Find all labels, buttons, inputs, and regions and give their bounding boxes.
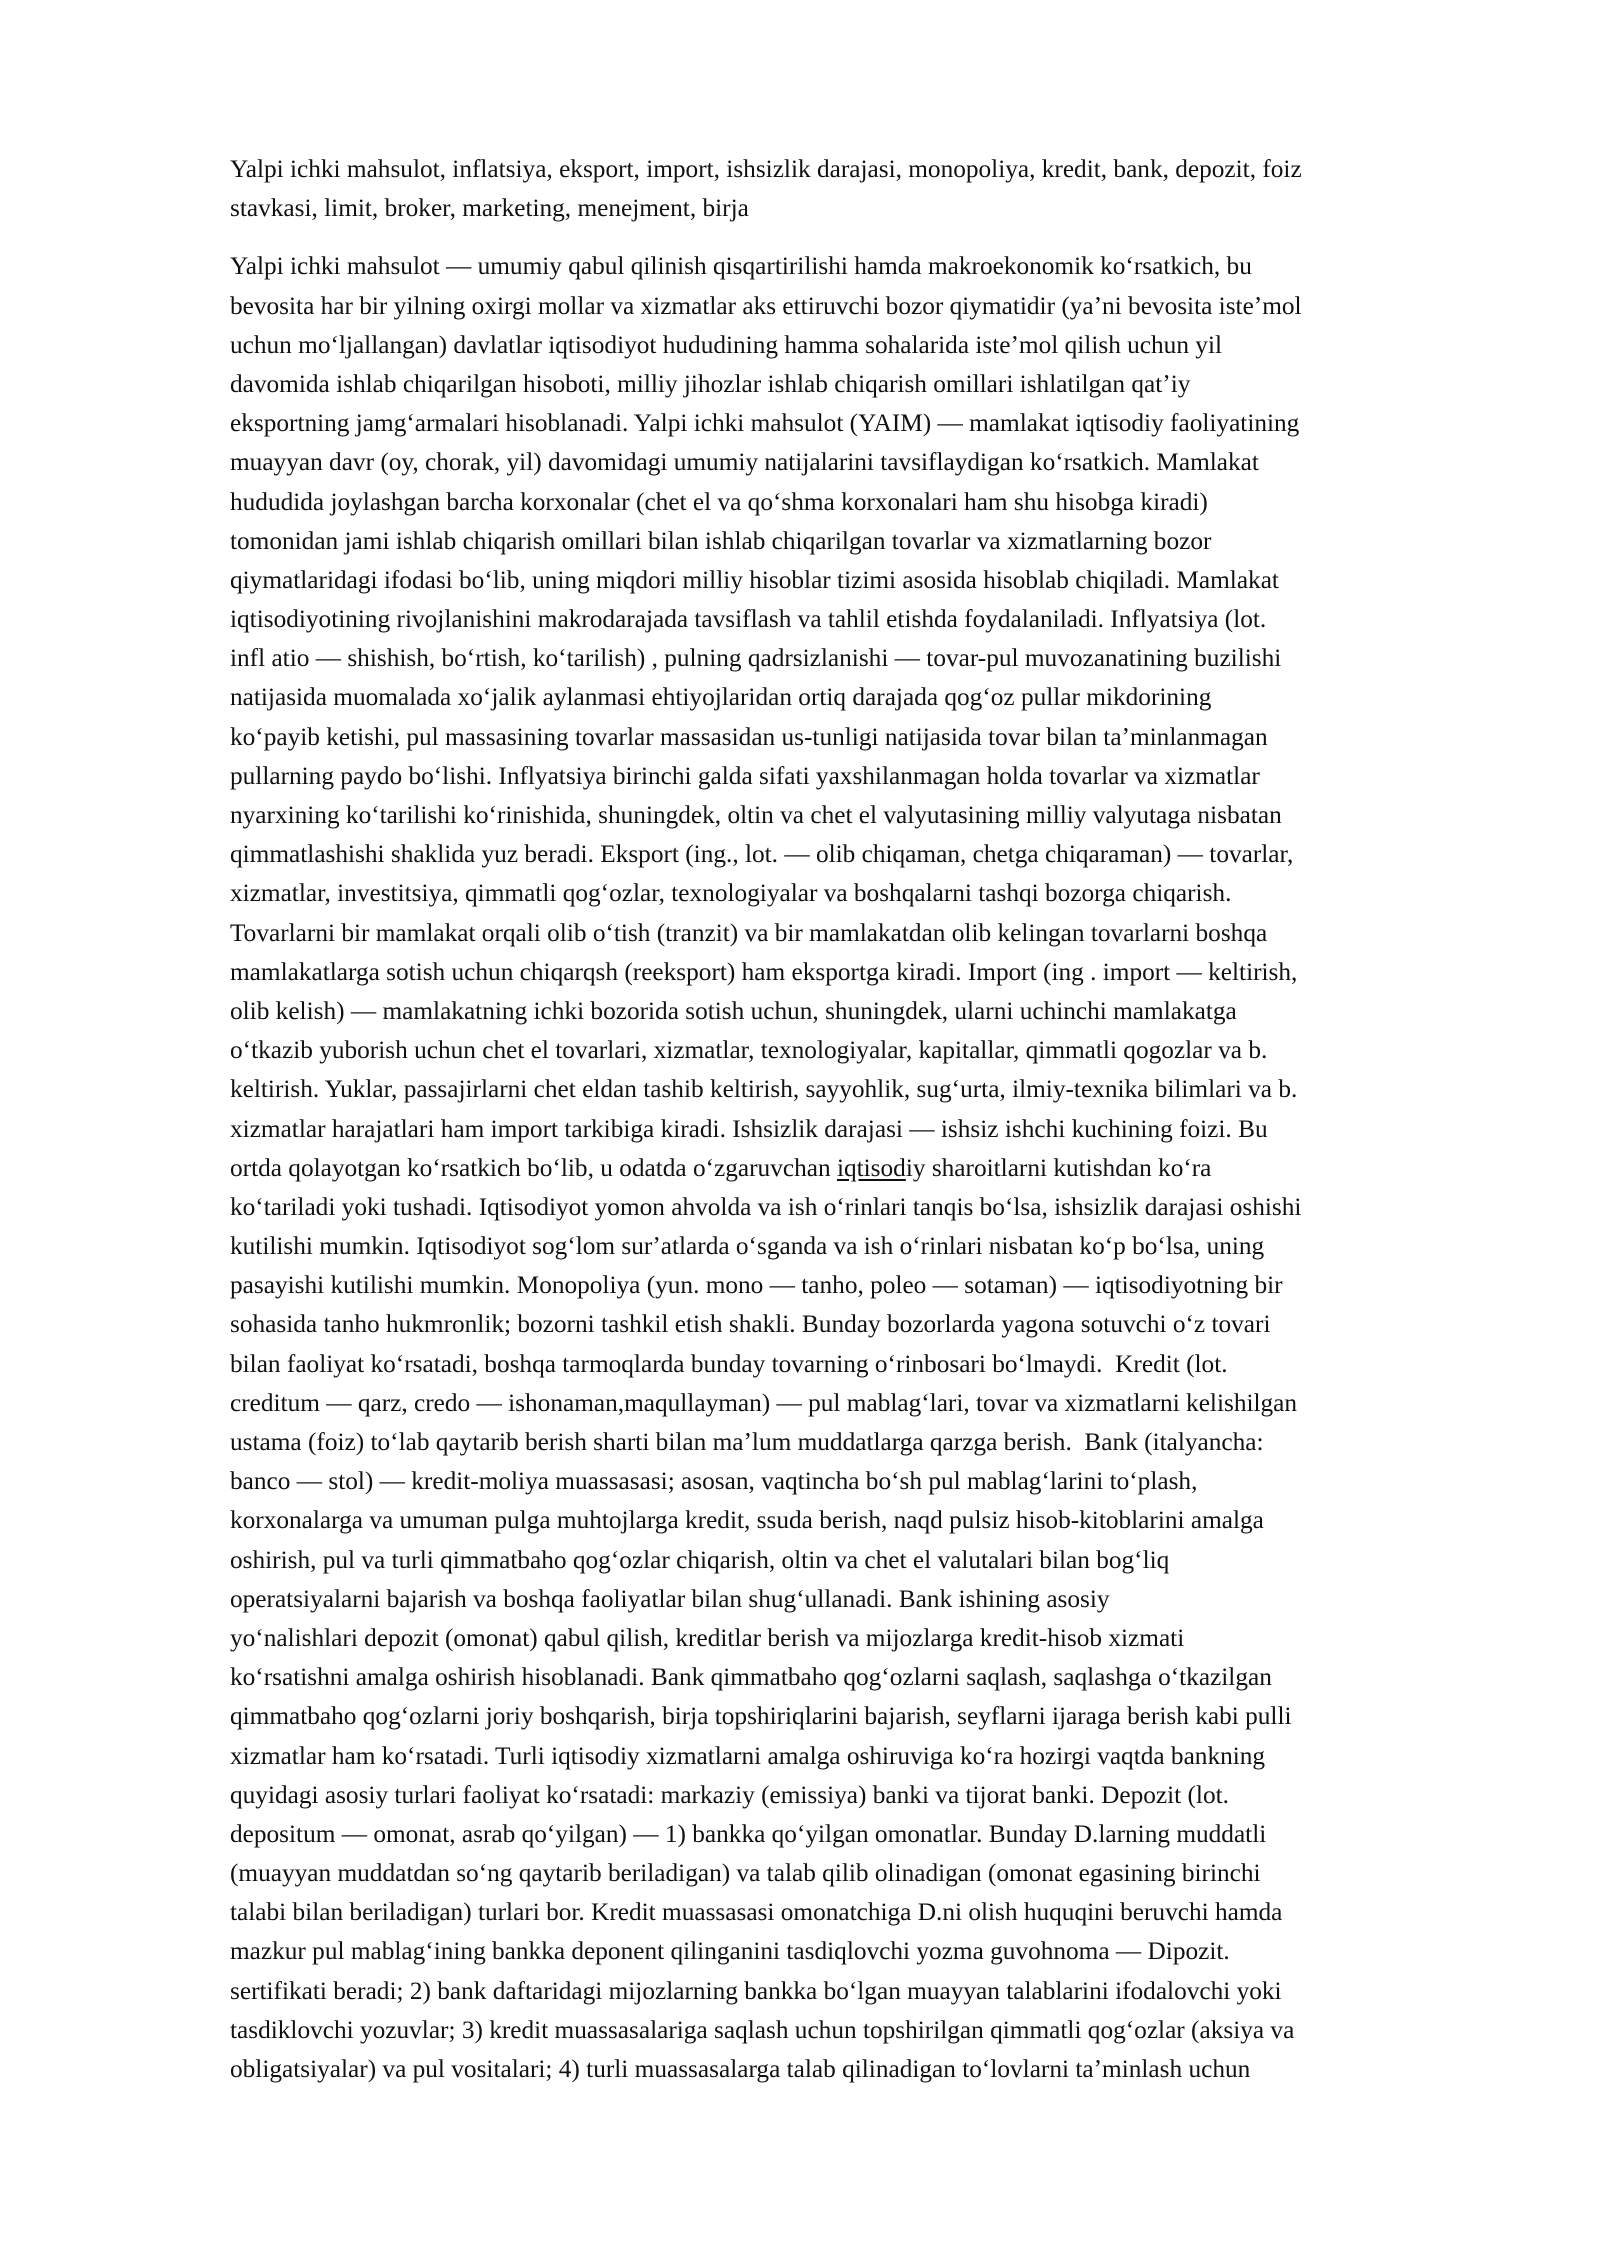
- body-line: olib kelish) — mamlakatning ichki bozorida sotish uchun, shuningdek, ularni uchinchi mamlakatga: [230, 996, 1237, 1025]
- body-line: infl atio — shishish, boʻrtish, koʻtarilish) , pulning qadrsizlanishi — tovar-pul muvozanatining buzilishi: [230, 644, 1282, 673]
- body-line: koʻrsatishni amalga oshirish hisoblanadi. Bank qimmatbaho qogʻozlarni saqlash, saqlashga oʻtkazilgan: [230, 1663, 1272, 1692]
- document-heading: [230, 150, 1400, 228]
- body-line: davomida ishlab chiqarilgan hisoboti, milliy jihozlar ishlab chiqarish omillari ishlatilgan qatʼiy: [230, 369, 1191, 398]
- body-line: creditum — qarz, credo — ishonaman,maqullayman) — pul mablagʻlari, tovar va xizmatlarni kelishilgan: [230, 1388, 1298, 1417]
- body-line: sertifikati beradi; 2) bank daftaridagi mijozlarning bankka boʻlgan muayyan talablarini ifodalovchi yoki: [230, 1976, 1282, 2005]
- body-line: qimmatbaho qogʻozlarni joriy boshqarish, birja topshiriqlarini bajarish, seyflarni ijaraga berish kabi pulli: [230, 1702, 1292, 1731]
- body-line: xizmatlar ham koʻrsatadi. Turli iqtisodiy xizmatlarni amalga oshiruviga koʻra hozirgi vaqtda bankning: [230, 1741, 1266, 1770]
- body-line: koʻpayib ketishi, pul massasining tovarlar massasidan us-tunligi natijasida tovar bilan taʼminlanmagan: [230, 722, 1268, 751]
- body-line: ortda qolayotgan koʻrsatkich boʻlib, u odatda oʻzgaruvchan iqtisodiy sharoitlarni kutishdan koʻra: [230, 1153, 1212, 1182]
- body-line: kutilishi mumkin. Iqtisodiyot sogʻlom surʼatlarda oʻsganda va ish oʻrinlari nisbatan koʻp boʻlsa, uning: [230, 1232, 1265, 1261]
- body-line: oʻtkazib yuborish uchun chet el tovarlari, xizmatlar, texnologiyalar, kapitallar, qimmatli qogozlar va b.: [230, 1036, 1268, 1065]
- body-line: banco — stol) — kredit-moliya muassasasi; asosan, vaqtincha boʻsh pul mablagʻlarini toʻplash,: [230, 1467, 1198, 1496]
- body-line: nyarxining koʻtarilishi koʻrinishida, shuningdek, oltin va chet el valyutasining milliy valyutaga nisbatan: [230, 801, 1282, 829]
- body-line: yoʻnalishlari depozit (omonat) qabul qilish, kreditlar berish va mijozlarga kredit-hisob xizmati: [230, 1623, 1185, 1652]
- body-line: xizmatlar harajatlari ham import tarkibiga kiradi. Ishsizlik darajasi — ishsiz ishchi kuchining foizi. Bu: [230, 1114, 1268, 1143]
- body-line: tasdiklovchi yozuvlar; 3) kredit muassasalariga saqlash uchun topshirilgan qimmatli qogʻozlar (aksiya va: [230, 2015, 1295, 2044]
- document-body: [230, 247, 1400, 2089]
- body-line: muayyan davr (oy, chorak, yil) davomidagi umumiy natijalarini tavsiflaydigan koʻrsatkich. Mamlakat: [230, 448, 1259, 477]
- body-line: bilan faoliyat koʻrsatadi, boshqa tarmoqlarda bunday tovarning oʻrinbosari boʻlmaydi. Kredit (lot.: [230, 1349, 1228, 1378]
- body-line: eksportning jamgʻarmalari hisoblanadi. Yalpi ichki mahsulot (YAIM) — mamlakat iqtisodiy faoliyatining: [230, 409, 1300, 438]
- body-line: (muayyan muddatdan soʻng qaytarib beriladigan) va talab qilib olinadigan (omonat egasining birinchi: [230, 1859, 1261, 1888]
- body-line: tomonidan jami ishlab chiqarish omillari bilan ishlab chiqarilgan tovarlar va xizmatlarning bozor: [230, 526, 1212, 555]
- body-line: qimmatlashishi shaklida yuz beradi. Eksport (ing., lot. — olib chiqaman, chetga chiqaraman) — tovarlar,: [230, 840, 1294, 869]
- body-line: bevosita har bir yilning oxirgi mollar va xizmatlar aks ettiruvchi bozor qiymatidir (yaʼni bevosita isteʼmol: [230, 291, 1302, 320]
- heading-line: stavkasi, limit, broker, marketing, menejment, birja: [230, 194, 749, 223]
- body-line: Yalpi ichki mahsulot — umumiy qabul qilinish qisqartirilishi hamda makroekonomik koʻrsatkich, bu: [230, 252, 1252, 281]
- body-line: Tovarlarni bir mamlakat orqali olib oʻtish (tranzit) va bir mamlakatdan olib kelingan tovarlarni boshqa: [230, 918, 1268, 947]
- body-line: natijasida muomalada xoʻjalik aylanmasi ehtiyojlaridan ortiq darajada qogʻoz pullar mikdorining: [230, 683, 1212, 712]
- body-line: depositum — omonat, asrab qoʻyilgan) — 1) bankka qoʻyilgan omonatlar. Bunday D.larning muddatli: [230, 1819, 1267, 1848]
- body-line: talabi bilan beriladigan) turlari bor. Kredit muassasasi omonatchiga D.ni olish huquqini beruvchi hamda: [230, 1898, 1283, 1927]
- body-line: pullarning paydo boʻlishi. Inflyatsiya birinchi galda sifati yaxshilanmagan holda tovarlar va xizmatlar: [230, 761, 1260, 790]
- body-line: keltirish. Yuklar, passajirlarni chet eldan tashib keltirish, sayyohlik, sugʻurta, ilmiy-texnika bilimlari va b.: [230, 1075, 1298, 1104]
- body-line: quyidagi asosiy turlari faoliyat koʻrsatadi: markaziy (emissiya) banki va tijorat banki. Depozit (lot.: [230, 1780, 1229, 1809]
- body-line: ustama (foiz) toʻlab qaytarib berish sharti bilan maʼlum muddatlarga qarzga berish. Bank (italyancha:: [230, 1428, 1264, 1456]
- body-line: operatsiyalarni bajarish va boshqa faoliyatlar bilan shugʻullanadi. Bank ishining asosiy: [230, 1584, 1110, 1613]
- body-line: koʻtariladi yoki tushadi. Iqtisodiyot yomon ahvolda va ish oʻrinlari tanqis boʻlsa, ishsizlik darajasi oshishi: [230, 1192, 1302, 1221]
- body-line: uchun moʻljallangan) davlatlar iqtisodiyot hududining hamma sohalarida isteʼmol qilish uchun yil: [230, 330, 1223, 359]
- body-line: sohasida tanho hukmronlik; bozorni tashkil etish shakli. Bunday bozorlarda yagona sotuvchi oʻz tovari: [230, 1310, 1271, 1339]
- document-page: [230, 150, 1400, 2089]
- body-line: mamlakatlarga sotish uchun chiqarqsh (reeksport) ham eksportga kiradi. Import (ing . import — keltirish,: [230, 957, 1298, 986]
- body-line: korxonalarga va umuman pulga muhtojlarga kredit, ssuda berish, naqd pulsiz hisob-kitoblarini amalga: [230, 1506, 1264, 1535]
- body-line: hududida joylashgan barcha korxonalar (chet el va qoʻshma korxonalari ham shu hisobga kiradi): [230, 487, 1208, 516]
- body-line: mazkur pul mablagʻining bankka deponent qilinganini tasdiqlovchi yozma guvohnoma — Dipozit.: [230, 1937, 1230, 1966]
- heading-line: Yalpi ichki mahsulot, inflatsiya, eksport, import, ishsizlik darajasi, monopoliya, kredit, bank, depozit, foiz: [230, 155, 1302, 183]
- body-line: iqtisodiyotining rivojlanishini makrodarajada tavsiflash va tahlil etishda foydalaniladi. Inflyatsiya (lot.: [230, 605, 1267, 634]
- body-line: xizmatlar, investitsiya, qimmatli qogʻozlar, texnologiyalar va boshqalarni tashqi bozorga chiqarish.: [230, 879, 1232, 908]
- body-line: pasayishi kutilishi mumkin. Monopoliya (yun. mono — tanho, poleo — sotaman) — iqtisodiyotning bir: [230, 1271, 1283, 1300]
- body-line: oshirish, pul va turli qimmatbaho qogʻozlar chiqarish, oltin va chet el valutalari bilan bogʻliq: [230, 1545, 1170, 1574]
- underlined-word: iqtisod: [836, 1153, 906, 1182]
- body-line: obligatsiyalar) va pul vositalari; 4) turli muassasalarga talab qilinadigan toʻlovlarni taʼminlash uchun: [230, 2055, 1251, 2083]
- body-line: qiymatlaridagi ifodasi boʻlib, uning miqdori milliy hisoblar tizimi asosida hisoblab chiqiladi. Mamlakat: [230, 565, 1279, 594]
